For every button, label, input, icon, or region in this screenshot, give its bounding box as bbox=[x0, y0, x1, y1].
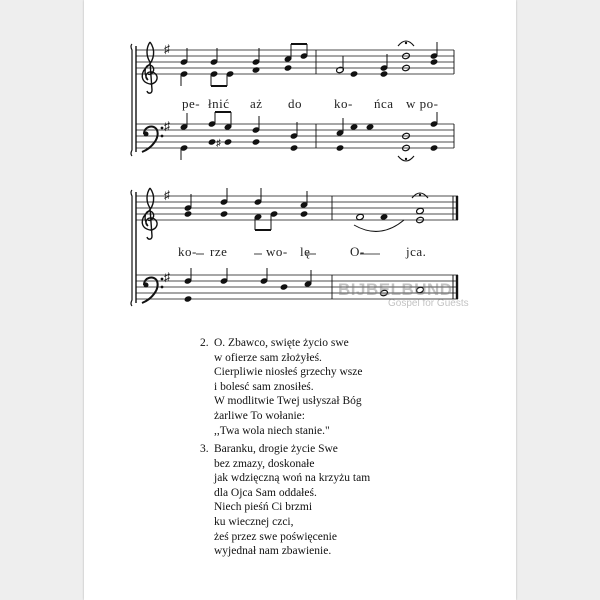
verse-text bbox=[214, 336, 363, 438]
lyric-syllable: aż bbox=[250, 96, 263, 111]
verse-line: ku wiecznej czci, bbox=[214, 515, 294, 528]
verse-line: ,,Twa wola niech stanie." bbox=[214, 424, 330, 437]
lyric-syllable: lę bbox=[300, 244, 311, 259]
verse-line: Baranku, drogie życie Swe bbox=[214, 443, 338, 455]
lyric-syllable: ko- bbox=[178, 244, 197, 259]
lyric-syllable: w po- bbox=[406, 96, 439, 111]
verse-line: W modlitwie Twej usłyszał Bóg bbox=[214, 395, 362, 408]
system-1-bass-notes bbox=[180, 112, 439, 161]
system-2-treble-staff bbox=[136, 196, 458, 220]
lyric-syllable: ko- bbox=[334, 96, 353, 111]
verse-number: 2. bbox=[200, 337, 209, 349]
lyric-syllable: łnić bbox=[208, 96, 230, 111]
lyric-syllable: do bbox=[288, 96, 302, 111]
sheet-music-page bbox=[84, 0, 516, 600]
verse-line: bez zmazy, doskonałe bbox=[214, 457, 315, 470]
lyric-syllable: wo- bbox=[266, 244, 288, 259]
verse-line: żarliwe To wołanie: bbox=[214, 409, 305, 422]
verse-line: żeś przez swe poświęcenie bbox=[214, 530, 337, 543]
svg-text:♯: ♯ bbox=[216, 138, 221, 149]
lyric-syllable: ńca bbox=[374, 96, 394, 111]
watermark bbox=[338, 280, 469, 309]
key-sharp-icon: ♯ bbox=[164, 42, 170, 56]
verse-line: jak wdzięczną woń na krzyżu tam bbox=[214, 472, 371, 485]
watermark-tagline: Gospel for Guests bbox=[388, 298, 469, 309]
verse-number: 3. bbox=[200, 443, 209, 455]
verse-line: dla Ojca Sam oddałeś. bbox=[214, 486, 317, 499]
watermark-brand: BIJBELBUND bbox=[338, 280, 453, 299]
key-sharp-icon: ♯ bbox=[164, 188, 170, 202]
verse-line: wyjednał nam zbawienie. bbox=[214, 545, 332, 558]
lyric-syllable: O- bbox=[350, 244, 365, 259]
key-sharp-icon: ♯ bbox=[164, 270, 170, 284]
key-sharp-icon: ♯ bbox=[164, 119, 170, 133]
verse-line: i bolesć sam znosiłeś. bbox=[214, 380, 314, 393]
verse-line: Niech pieśń Ci brzmi bbox=[214, 501, 313, 514]
lyric-syllable: jca. bbox=[406, 244, 427, 259]
verse-line: w ofierze sam złożyłeś. bbox=[214, 351, 322, 364]
system-2-treble-notes bbox=[184, 188, 428, 231]
lyric-syllable: rze bbox=[210, 244, 228, 259]
verse-text bbox=[214, 442, 370, 559]
lyric-syllable: pe- bbox=[182, 96, 201, 111]
verse-line: O. Zbawco, swięte życio swe bbox=[214, 337, 349, 349]
verse-line: Cierpliwie niosłeś grzechy wsze bbox=[214, 366, 363, 379]
system-1-treble-notes bbox=[180, 41, 439, 86]
